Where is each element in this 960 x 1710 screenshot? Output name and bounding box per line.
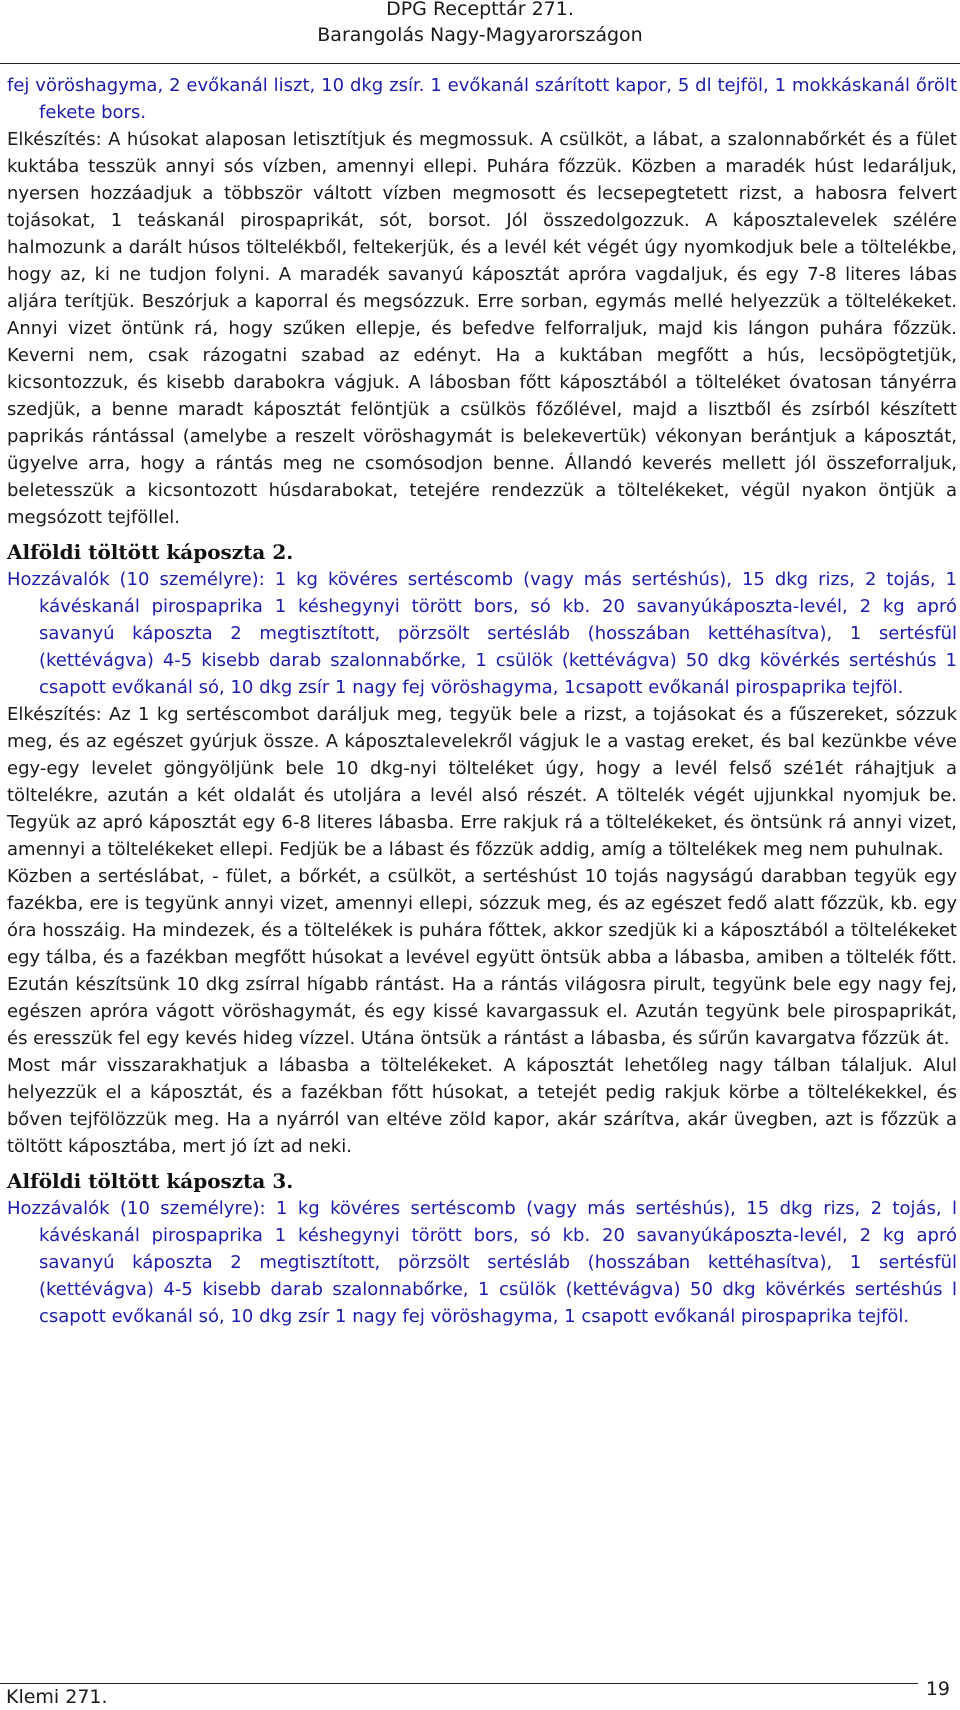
intro-ingredients-tail: fej vöröshagyma, 2 evőkanál liszt, 10 dkg zsír. 1 evőkanál szárított kapor, 5 dl tejföl, 1 mokkáskanál őrölt fekete bors. [7,75,957,123]
page-number: 19 [925,1678,950,1700]
document-body [7,72,957,1330]
header-publication-title: DPG Recepttár 271. [386,0,574,20]
page-header [0,0,960,62]
header-divider [0,63,960,64]
recipe2-ingredients: Hozzávalók (10 személyre): 1 kg kövéres sertéscomb (vagy más sertéshús), 15 dkg rizs, 2 tojás, 1 kávéskanál pirospaprika 1 késhegynyi törött bors, só kb. 20 savanyúkáposzta-levél, 2 kg apró savanyú káposzta 2 megtisztított, pörzsölt sertésláb (hosszában kettéhasítva), 1 sertésfül (kettévágva) 4-5 kisebb darab szalonnabőrke, 1 csülök (kettévágva) 50 dkg kövérkés sertéshús 1 csapott evőkanál só, 10 dkg zsír 1 nagy fej vöröshagyma, 1csapott evőkanál pirospaprika tejföl. [7,569,957,698]
recipe2-title: Alföldi töltött káposzta 2. [7,540,294,564]
recipe3-title: Alföldi töltött káposzta 3. [7,1169,294,1193]
footer-divider [0,1683,918,1684]
recipe2-preparation: Elkészítés: Az 1 kg sertéscombot daráljuk meg, tegyük bele a rizst, a tojásokat és a fűszereket, sózzuk meg, és az egészet gyúrjuk össze. A káposztalevelekről vágjuk le a vastag ereket, és bal kezünkbe véve egy-egy levelet göngyöljünk bele 10 dkg-nyi tölteléket úgy, hogy a levél felső szé1ét ráhajtjuk a töltelékre, azután a két oldalát és utoljára a levél alsó részét. A töltelék végét ujjunkkal nyomjuk be. Tegyük az apró káposztát egy 6-8 literes lábasba. Erre rakjuk rá a töltelékeket, és öntsünk rá annyi vizet, amennyi a töltelékeket ellepi. Fedjük be a lábast és főzzük addig, amíg a töltelékek meg nem puhulnak. [7,704,957,860]
header-series-title: Barangolás Nagy-Magyarországon [317,24,643,46]
recipe2-paragraph-3: Most már visszarakhatjuk a lábasba a töltelékeket. A káposztát lehetőleg nagy tálban tálaljuk. Alul helyezzük el a káposztát, és a fazékban főtt húsokat, a tetejét pedig rakjuk körbe a töltelékekkel, és bőven tejfölözzük meg. Ha a nyárról van eltéve zöld kapor, akár szárítva, akár üvegben, azt is főzzük a töltött káposztába, mert jó ízt ad neki. [7,1055,957,1157]
recipe3-ingredients: Hozzávalók (10 személyre): 1 kg kövéres sertéscomb (vagy más sertéshús), 15 dkg rizs, 2 tojás, l kávéskanál pirospaprika 1 késhegynyi törött bors, só kb. 20 savanyúkáposzta-levél, 2 kg apró savanyú káposzta 2 megtisztított, pörzsölt sertésláb (hosszában kettéhasítva), 1 sertésfül (kettévágva) 4-5 kisebb darab szalonnabőrke, 1 csülök (kettévágva) 50 dkg kövérkés sertéshús l csapott evőkanál só, 10 dkg zsír 1 nagy fej vöröshagyma, 1 csapott evőkanál pirospaprika tejföl. [7,1198,957,1327]
intro-preparation: Elkészítés: A húsokat alaposan letisztítjuk és megmossuk. A csülköt, a lábat, a szalonnabőrkét és a fület kuktába tesszük annyi sós vízben, amennyi ellepi. Puhára főzzük. Közben a maradék húst ledaráljuk, nyersen hozzáadjuk a többször váltott vízben megmosott és lecsepegtetett rizst, a habosra felvert tojásokat, 1 teáskanál pirospaprikát, sót, borsot. Jól összedolgozzuk. A káposztalevelek szélére halmozunk a darált húsos töltelékből, feltekerjük, és a levél két végét úgy nyomkodjuk bele a töltelékbe, hogy az, ki ne tudjon folyni. A maradék savanyú káposztát apróra vagdaljuk, és egy 7-8 literes lábas aljára terítjük. Beszórjuk a kaporral és megsózzuk. Erre sorban, egymás mellé helyezzük a töltelékeket. Annyi vizet öntünk rá, hogy szűken ellepje, és befedve felforraljuk, majd kis lángon puhára főzzük. Keverni nem, csak rázogatni szabad az edényt. Ha a kuktában megfőtt a hús, lecsöpögtetjük, kicsontozzuk, és kisebb darabokra vágjuk. A lábosban főtt káposztából a tölteléket óvatosan tányérra szedjük, a benne maradt káposztát felöntjük a csülkös főzőlével, majd a lisztből és zsírból készített paprikás rántással (amelybe a reszelt vöröshagymát is belekevertük) vékonyan berántjuk a káposztát, ügyelve arra, hogy a rántás meg ne csomósodjon benne. Állandó keverés mellett jól összeforraljuk, beletesszük a kicsontozott húsdarabokat, tetejére rendezzük a töltelékeket, végül nyakon öntjük a megsózott tejföllel. [7,129,957,528]
footer-label: Klemi 271. [6,1686,108,1708]
recipe2-paragraph-2: Közben a sertéslábat, - fület, a bőrkét, a csülköt, a sertéshúst 10 tojás nagyságú darabban tegyük egy fazékba, ere is tegyünk annyi vizet, amennyi ellepi, sózzuk meg, és az egészet fedő alatt főzzük, kb. egy óra hosszáig. Ha mindezek, és a töltelékek is puhára főttek, akkor szedjük ki a káposztából a töltelékeket egy tálba, és a fazékban megfőtt húsokat a levével együtt öntsük abba a lábasba, amiben a töltelék főtt. Ezután készítsünk 10 dkg zsírral hígabb rántást. Ha a rántás világosra pirult, tegyünk bele egy nagy fej, egészen apróra vágott vöröshagymát, és egy kissé kavargassuk el. Azután tegyünk bele pirospaprikát, és eresszük fel egy kevés hideg vízzel. Utána öntsük a rántást a lábasba, és sűrűn kavargatva főzzük át. [7,866,957,1049]
